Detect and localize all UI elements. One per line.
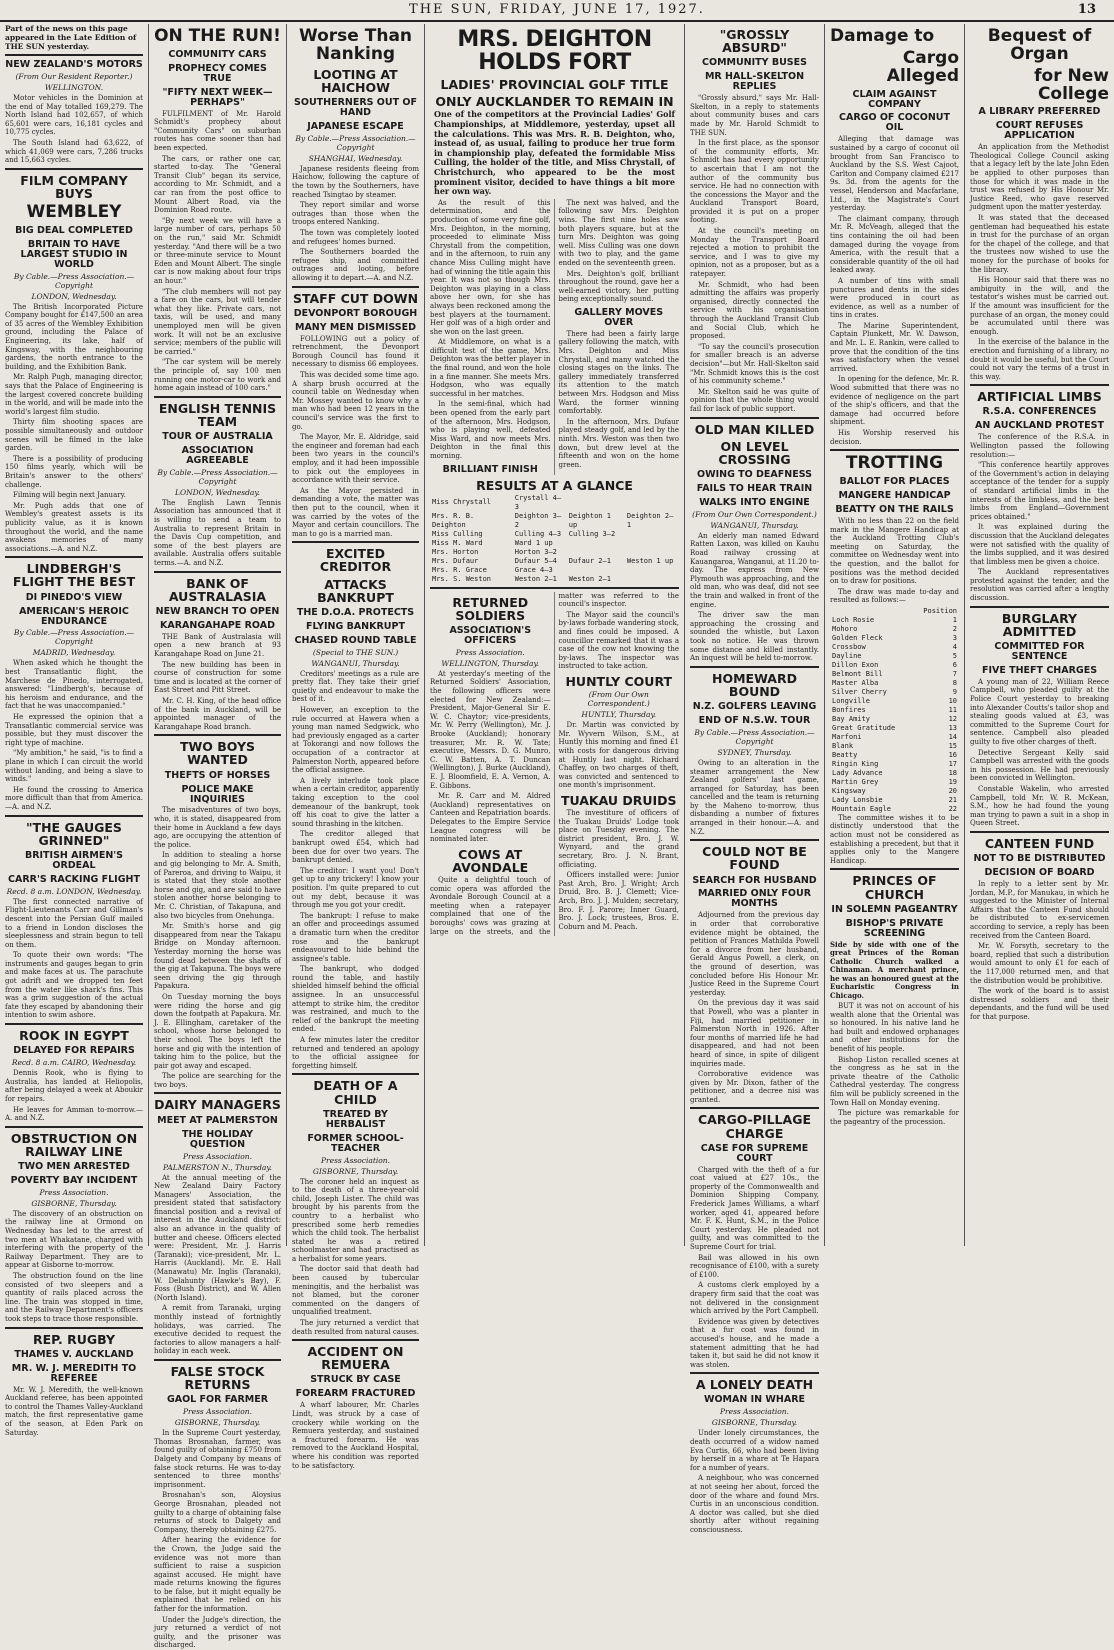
draw-row: Master Alba 8 — [832, 678, 957, 687]
draw-row: Martin Grey 19 — [832, 777, 957, 786]
draw-row: Dillon Exon 6 — [832, 660, 957, 669]
headline-lonely-death: A LONELY DEATH — [695, 1377, 814, 1393]
draw-row: Marfoni 14 — [832, 732, 957, 741]
draw-row: Bonfires 11 — [832, 705, 957, 714]
headline-excited-creditor: EXCITED CREDITOR — [319, 546, 392, 575]
draw-row: Silver Cherry 9 — [832, 687, 957, 696]
draw-row: Mohoro 2 — [832, 624, 957, 633]
headline-cargo-pillage: CARGO-PILLAGE CHARGE — [698, 1112, 811, 1141]
results-row: Mrs. S. Weston Weston 2—1 Weston 2—1 — [432, 574, 611, 583]
newspaper-title: THE SUN, FRIDAY, JUNE 17, 1927. — [409, 2, 705, 17]
draw-row: Golden Fleck 3 — [832, 633, 957, 642]
headline-railway: OBSTRUCTION ON RAILWAY LINE — [10, 1130, 138, 1159]
headline-on-the-run: ON THE RUN! — [154, 26, 281, 46]
column-3: Worse Than Nanking LOOTING AT HAICHOW SOUTHERNERS OUT OF HAND JAPANESE ESCAPE By Cable.—Press Association.—Copyright SHANGHAI, Wednesday. Japanese residents fleeing from Haichow, following the capture of the town by the Southerners, have reached Tsingtao by steamer. They report similar and worse outrages than those when the troops entered Nanking. The town was completely looted and refugees' homes burned. The Southerners boarded the refugee ship, and committed outrages and looting, before allowing it to depart.—A. and N.Z. STAFF CUT DOWN DEVONPORT BOROUGH MANY MEN DISMISSED FOLLOWING out a policy of retrenchment, the Devonport Borough Council has found it necessary to dismiss 66 employees. This was decided some time ago. A sharp brush occurred at the council table on Wednesday when Mr. Mossey wanted to know why a man who had been 12 years in the council's service was the first to go. The Mayor, Mr. E. Aldridge, said the engineer and foreman had each been two years in the council's employ, and it had been impossible to pick out the employees in accordance with their service. As the Mayor persisted in demanding a vote, the matter was then put to the council, when it was carried by the votes of the Mayor and certain councillors. The man to go is a married man. EXCITED CREDITOR ATTACKS BANKRUPT THE D.O.A. PROTECTS FLYING BANKRUPT CHASED ROUND TABLE (Special to THE SUN.) WANGANUI, Thursday. Creditors' meetings as a rule are pretty flat. They take their grief quietly and endeavour to make the best of it. However, an exception to the rule occurred at Hawera when a young man named Sedgwick, who had previously engaged as a carter at Tokorangi and now follows the occupation of a contractor at Palmerston North, appeared before the official assignee. A lively interlude took place when a certain creditor, apparently taking exception to the cool demeanour of the bankrupt, took off his coat to give the latter a sound thrashing in the kitchen. The creditor alleged that bankrupt owed £54, which had been due for over two years. The bankrupt denied. The creditor: I want you! Don't get up to any trickery! I know your position. I'm quite prepared to cut out my debt, because it was through me you got your credit. The bankrupt: I refuse to make an offer and proceedings assumed a dramatic turn when the creditor rose and the bankrupt endeavoured to hide behind the assignee's table. The bankrupt, who dodged round the table, and hastily shielded himself behind the official assignee. In an unsuccessful attempt to strike him, the creditor was restrained, and much to the relief of the bankrupt the meeting ended. A few minutes later the creditor returned and tendered an apology to the official assignee for forgetting himself. DEATH OF A CHILD TREATED BY HERBALIST FORMER SCHOOL-TEACHER Press Association. GISBORNE, Thursday. The coroner held an inquest as to the death of a three-year-old child, Joseph Lister. The child was brought by his parents from the country to a herbalist who prescribed some herb remedies which the child took. The herbalist stated he was a retired schoolmaster and had practised as a herbalist for some years. The doctor said that death had been caused by tubercular meningitis, and the herbalist was not blamed, but the coroner commented on the dangers of unqualified treatment. The jury returned a verdict that death resulted from natural causes. ACCIDENT ON REMUERA STRUCK BY CASE FOREARM FRACTURED A wharf labourer, Mr. Charles Lindt, was struck by a case of crockery while working on the Remuera yesterday, and sustained a fractured forearm. He was removed to the Auckland Hospital, where his condition was reported to be satisfactory. — [286, 24, 424, 1246]
column-6: Damage to Cargo Alleged CLAIM AGAINST COMPANY CARGO OF COCONUT OIL Alleging that damage was sustained by a cargo of coconut oil brought from San Francisco to Auckland by the S.S. West Cajoot, Carlton and Company claimed £217 9s. 3d. from the agents for the vessel, Henderson and Macfarlane, Ltd., in the Magistrate's Court yesterday. The claimant company, through Mr. R. McVeagh, alleged that the tins containing the oil had been damaged during the voyage from America, with the result that a considerable quantity of the oil had leaked away. A number of tins with small punctures and dents in the sides were produced in court as evidence, as well as a number of tins in crates. The Marine Superintendent, Captain Plunkett, Mr. W. Dawson, and Mr. L. E. Rankin, were called to prove that the condition of the tins was satisfactory when the vessel arrived. In opening for the defence, Mr. R. Wood submitted that there was no evidence of negligence on the part of the ship's officers, and that the damage had occurred before shipment. His Worship reserved his decision. TROTTING BALLOT FOR PLACES MANGERE HANDICAP BEATTY ON THE RAILS With no less than 22 on the field mark in the Mangere Handicap at the Auckland Trotting Club's meeting on Saturday, the committee on Wednesday went into the question, and the ballot for positions was the method decided on to draw for positions. The draw was made to-day and resulted as follows:— Position Loch Rosie 1 Mohoro 2 Golden Fleck 3 Crossbow 4 Dayline 5 Dillon Exon 6 Belmont Bill 7 Master Alba 8 Silver Cherry 9 Longville 10 Bonfires 11 Bay Amity 12 Great Gratitude 13 Marfoni 14 Blank 15 Beatty 16 Ringin King 17 Lady Advance 18 Martin Grey 19 Kingsway 20 Lady Lonsbie 21 Mountain Eagle 22 The committee wishes it to be distinctly understood that the action must not be considered as establishing a precedent, but that it applies only to the Mangere Handicap. PRINCES OF CHURCH IN SOLEMN PAGEANTRY BISHOP'S PRIVATE SCREENING Side by side with one of the great Princes of the Roman Catholic Church walked a Chinaman. A merchant prince, he was an honoured guest at the Eucharistic Congress in Chicago. BUT it was not on account of his wealth alone that the Oriental was so honoured. In his native land he had built and endowed orphanages and other institutions for the benefit of his people. Bishop Liston recalled scenes at the congress as he sat in the private theatre of the Catholic Cathedral yesterday. The congress film will be publicly screened in the Town Hall on Monday evening. The picture was remarkable for the pageantry of the procession. — [824, 24, 964, 1246]
results-row: Mrs. R. Grace Grace 4—3 — [432, 565, 553, 574]
headline-worse-than-nanking: Worse Than Nanking — [298, 26, 413, 64]
headline-rook: ROOK IN EGYPT — [19, 1028, 129, 1044]
headline-homeward-bound: HOMEWARD BOUND — [712, 670, 797, 699]
column-7: Bequest of Organ for New College A LIBRARY PREFERRED COURT REFUSES APPLICATION An application from the Methodist Theological College Council asking that a legacy left by the late John Eden be applied to other purposes than those for which it was made in the trust was refused by His Honour Mr. Justice Reed, who gave reserved judgment upon the matter yesterday. It was stated that the deceased gentleman had bequeathed his estate in trust for the purchase of an organ for the chapel of the college, and that the trustees now wished to use the money for the purchase of books for the library. His Honour said that there was no ambiguity in the will, and the testator's wishes must be carried out. If the amount was insufficient for the purchase of an organ, the money could be accumulated until there was enough. In the exercise of the balance in the erection and furnishing of a library, no doubt it would be useful, but the Court could not vary the terms of a trust in this way. ARTIFICIAL LIMBS R.S.A. CONFERENCES AN AUCKLAND PROTEST The conference of the R.S.A. in Wellington passed the following resolution:— "This conference heartily approves of the Government's action in delaying acceptance of the tender for a supply of standard artificial limbs in the interests of the limbless, and the best limbs from England—Government prices obtained." It was explained during the discussion that the Auckland delegates were not satisfied with the quality of the limbs supplied, and it was desired that limbless men be given a choice. The Auckland representatives protested against the tender, and the resolution was carried after a lengthy discussion. BURGLARY ADMITTED COMMITTED FOR SENTENCE FIVE THEFT CHARGES A young man of 22, William Reece Campbell, who pleaded guilty at the Police Court yesterday to breaking into Alexander Coutts's tailor shop and stealing goods valued at £3, was committed to the Supreme Court for sentence. Campbell also pleaded guilty to five other charges of theft. Detective Sergeant Kelly said Campbell was arrested with the goods in his possession. He had previously been convicted in Wellington. Constable Wakelin, who arrested Campbell, told Mr. W. R. McKean, S.M., how he had found the young man trying to pawn a suit in a shop in Queen Street. CANTEEN FUND NOT TO BE DISTRIBUTED DECISION OF BOARD In reply to a letter sent by Mr. Jordan, M.P., for Manukau, in which he suggested to the Minister of Internal Affairs that the Canteen Fund should be distributed to ex-servicemen according to service, a reply has been received from the Canteen Board. Mr. W. Forsyth, secretary to the board, replied that such a distribution would amount to only £1 for each of the 117,000 returned men, and that the distribution would be prohibitive. The work of the board is to assist distressed soldiers and their dependants, and the fund will be used for that purpose. — [964, 24, 1114, 1246]
draw-table: Position Loch Rosie 1 Mohoro 2 Golden Fleck 3 Crossbow 4 Dayline 5 Dillon Exon 6 Belmont Bill 7 Master Alba 8 Silver Cherry 9 Longville 10 Bonfires 11 Bay Amity 12 Great Gratitude 13 Marfoni 14 Blank 15 Beatty 16 Ringin King 17 Lady Advance 18 Martin Grey 19 Kingsway 20 Lady Lonsbie 21 Mountain Eagle 22 — [832, 606, 957, 813]
headline-bequest-of-organ: Bequest of Organ — [987, 26, 1092, 64]
results-row: Mrs. R. B. Deighton Deighton 3—2 Deighton 1 up Deighton 2—1 — [432, 511, 674, 529]
headline-could-not-be-found: COULD NOT BE FOUND — [702, 844, 807, 873]
late-edition-notice: Part of the news on this page appeared in the Late Edition of THE SUN yesterday. — [5, 24, 137, 51]
headline-returned-soldiers: RETURNED SOLDIERS — [452, 594, 529, 623]
results-table — [430, 494, 679, 584]
draw-row: Loch Rosie 1 — [832, 615, 957, 624]
draw-row: Dayline 5 — [832, 651, 957, 660]
column-5: "GROSSLY ABSURD" COMMUNITY BUSES MR HALL-SKELTON REPLIES "Grossly absurd," says Mr. Hall-Skelton, in a reply to statements about community buses and cars made by Mr. Harold Schmidt to THE SUN. In the first place, as the sponsor of the community efforts, Mr. Schmidt has had every opportunity to ascertain that I am not the author of the community bus service. He had no connection with the concessions the Mayor and the Auckland Transport Board, provided it is put on a proper footing. At the council's meeting on Monday the Transport Board rejected a motion to prohibit the service, and I was to give my opinion, not as a proposer, but as a ratepayer. Mr. Schmidt, who had been admitting the affairs was properly organised, directly connected the service with his organisation through the Auckland Transit Club and Social Club, which he proposed. "To say the council's prosecution for smaller breach is an adverse decision"—but Mr. Hall-Skelton said "Mr. Schmidt knows this is the cost of his community scheme." Mr. Skelton said he was quite of opinion that the whole thing would fail for lack of public support. OLD MAN KILLED ON LEVEL CROSSING OWING TO DEAFNESS FAILS TO HEAR TRAIN WALKS INTO ENGINE (From Our Own Correspondent.) WANGANUI, Thursday. An elderly man named Edward Ratten Laxon, was killed on Kauhu Road railway crossing at Kauangaroa, Wanganui, at 11.20 to-day. The express from New Plymouth was approaching, and the old man, who was deaf, did not see the train and walked in front of the engine. The driver saw the man approaching the crossing and sounded the whistle, but Laxon took no notice. He was thrown some distance and killed instantly. An inquest will be held to-morrow. HOMEWARD BOUND N.Z. GOLFERS LEAVING END OF N.S.W. TOUR By Cable.—Press Association.—Copyright SYDNEY, Thursday. Owing to an alteration in the steamer arrangement the New Zealand golfers' last game, arranged for Saturday, has been cancelled and the team is returning by the Maheno to-morrow, thus disbanding a number of fixtures arranged in their honour.—A. and N.Z. COULD NOT BE FOUND SEARCH FOR HUSBAND MARRIED ONLY FOUR MONTHS Adjourned from the previous day in order that corroborative evidence might be obtained, the petition of Frances Mathilda Powell for a divorce from her husband, Gerald Angus Powell, a clerk, on the ground of desertion, was concluded before His Honour Mr. Justice Reed in the Supreme Court yesterday. On the previous day it was said that Powell, who was a planter in Fiji, had married petitioner in Palmerston North in 1926. After four months of married life he had disappeared, and had not been heard of since, in spite of diligent inquiries made. Corroborative evidence was given by Mr. Dixon, father of the petitioner, and a decree nisi was granted. CARGO-PILLAGE CHARGE CASE FOR SUPREME COURT Charged with the theft of a fur coat valued at £27 10s., the property of the Commonwealth and Dominion Shipping Company, Frederick James Williams, a wharf worker, aged 41, appeared before Mr. F. K. Hunt, S.M., in the Police Court yesterday. He pleaded not guilty, and was committed to the Supreme Court for trial. Bail was allowed in his own recognisance of £100, with a surety of £100. A customs clerk employed by a drapery firm said that the coat was not delivered in the consignment which arrived by the Port Campbell. Evidence was given by detectives that a fur coat was found in accused's house, and he made a statement admitting that he had taken it, but said he did not know it was stolen. A LONELY DEATH WOMAN IN WHARE Press Association. GISBORNE, Thursday. Under lonely circumstances, the death occurred of a widow named Eva Curtis, 66, who had been living by herself in a whare at Te Hapara for a number of years. A neighbour, who was concerned at not seeing her about, forced the door of the whare and found Mrs. Curtis in an unconscious condition. A doctor was called, but she died shortly after without regaining consciousness. — [684, 24, 824, 1246]
headline-gauges: "THE GAUGES GRINNED" — [26, 819, 122, 848]
headline-lindbergh: LINDBERGH'S FLIGHT THE BEST — [12, 561, 136, 590]
headline-staff-cut: STAFF CUT DOWN — [292, 290, 419, 306]
draw-row: Great Gratitude 13 — [832, 723, 957, 732]
headline-deighton: MRS. DEIGHTON HOLDS FORT — [457, 27, 652, 76]
draw-row: Bay Amity 12 — [832, 714, 957, 723]
draw-row: Blank 15 — [832, 741, 957, 750]
headline-princes-of-church: PRINCES OF CHURCH — [852, 873, 937, 902]
draw-row: Longville 10 — [832, 696, 957, 705]
headline-damage-to: Damage to — [830, 26, 935, 46]
column-2: ON THE RUN! COMMUNITY CARS PROPHECY COMES TRUE "FIFTY NEXT WEEK—PERHAPS" FULFILMENT of Mr. Harold Schmidt's prophecy about "Community Cars" on suburban routes has come sooner than had been expected. The cars, or rather one car, started to-day. The "General Transit Club" began its service, according to Mr. Schmidt, and a car ran from the post office to Mount Albert Road, via the Dominion Road route. "By next week we will have a large number of cars, perhaps 50 on the run," said Mr. Schmidt yesterday. "And there will be a two or three-minute service to Mount Eden and Mount Albert. The single car is now making about four trips an hour." "The club members will not pay a fare on the cars, but will tender what they like. Private cars, not taxis, will be used, and many unemployed men will be given work. It will not be an exclusive service; members of the public will be carried." "The car system will be merely the principle of, say 100 men running one motor-car to work and home again instead of 100 cars." ENGLISH TENNIS TEAM TOUR OF AUSTRALIA ASSOCIATION AGREEABLE By Cable.—Press Association.—Copyright LONDON, Wednesday. The English Lawn Tennis Association has announced that it is willing to send a team to Australia to represent Britain in the Davis Cup competition, and some of the best players are available. Australia offers suitable terms.—A. and N.Z. BANK OF AUSTRALASIA NEW BRANCH TO OPEN KARANGAHAPE ROAD THE Bank of Australasia will open a new branch at 93 Karangahape Road on June 21. The new building has been in course of construction for some time and is located at the corner of East Street and Pitt Street. Mr. C. H. King, of the head office of the bank in Auckland, will be appointed manager of the Karangahape Road branch. TWO BOYS WANTED THEFTS OF HORSES POLICE MAKE INQUIRIES The misadventures of two boys, who, it is stated, disappeared from their home in Auckland a few days ago, are occupying the attention of the police. In addition to stealing a horse and gig belonging to Mr. A. Smith, of Pareroa, and driving to Waipu, it is stated that they stole another horse and gig, and are said to have stolen another horse belonging to Mr. C. Christian, of Takapuna, and also two bicycles from Onehunga. Mr. Smith's horse and gig disappeared from near the Takapu Bridge on Monday afternoon. Yesterday morning the horse was found dead between the shafts of the gig at Takapuna. The boys were seen driving the gig through Papakura. On Tuesday morning the boys were riding the horse and gig down the footpath at Papakura. Mr. J. E. Ellingham, caretaker of the school, whose horse belonged to their school. The boys left the horse and gig with the intention of taking him to the police, but the pair got away and escaped. The police are searching for the two boys. DAIRY MANAGERS MEET AT PALMERSTON THE HOLIDAY QUESTION Press Association. PALMERSTON N., Thursday. At the annual meeting of the New Zealand Dairy Factory Managers' Association, the president stated that satisfactory financial position and a revival of interest in the Auckland district: also an advance in the quality of butter and cheese. Officers elected were: President, Mr. J. Harris (Taranaki); vice-president, Mr. L. Harris (Auckland). Mr. E. Hall (Manawatu) Mr. Inglis (Taranaki), W. Delahunty (Hawke's Bay), F. Foss (Bush District), and W. Allen (North Island). A remit from Taranaki, urging monthly instead of fortnightly holidays, was carried. The executive decided to request the factories to allow managers a half-holiday in each week. FALSE STOCK RETURNS GAOL FOR FARMER Press Association. GISBORNE, Thursday. In the Supreme Court yesterday, Thomas Brosnahan, farmer, was found guilty of obtaining £750 from Dalgety and Company by means of false stock returns. He was to-day sentenced to three months' imprisonment. Brosnahan's son, Aloysius George Brosnahan, pleaded not guilty to a charge of obtaining false returns of stock to Dalgety and Company, thereby obtaining £275. After hearing the evidence for the Crown, the Judge said the evidence was not more than sufficient to raise a suspicion against accused. He might have made returns knowing the figures to be false, but it might equally be explained that he relied on his father for the information. Under the Judge's direction, the jury returned a verdict of not guilty, and the prisoner was discharged. — [148, 24, 286, 1246]
headline-druids: TUAKAU DRUIDS — [560, 792, 677, 808]
headline-two-boys: TWO BOYS WANTED — [179, 739, 256, 768]
draw-row: Lady Lonsbie 21 — [832, 795, 957, 804]
headline-remuera: ACCIDENT ON REMUERA — [307, 1344, 404, 1373]
results-row: Mrs. Dufaur Dufaur 5—4 Dufaur 2—1 Weston 1 up — [432, 556, 674, 565]
headline-canteen-fund: CANTEEN FUND — [984, 835, 1095, 851]
page-number: 13 — [1077, 2, 1096, 17]
column-4: MRS. DEIGHTON HOLDS FORT LADIES' PROVINCIAL GOLF TITLE ONLY AUCKLANDER TO REMAIN IN One of the competitors at the Provincial Ladies' Golf Championships, at Middlemore, yesterday, upset all the calculations. This was Mrs. R. B. Deighton, who, instead of, as usual, failing to produce her true form in championship play, defeated the formidable Miss Culling, the holder of the title, and Miss Chrystall, of Christchurch, who appeared to be the most prominent visitor, decided to have things a bit more her own way. As the result of this determination, and the production of some very fine golf, Mrs. Deighton, in the morning, proceeded to eliminate Miss Chrystall from the competition, and in the afternoon, to ruin any chance Miss Culling might have had of winning the title again this year. It was not so though Mrs. Deighton was playing in a class above her own, for she has always been reckoned among the best players at the tournament. Her golf was of a high order and she won on the last green. At Middlemore, on what is a difficult test of the game, Mrs. Deighton was the better player in the final round, and won the hole in a fine manner. She meets Mrs. Hodgson, who was equally successful in her matches. In the semi-final, which had been opened from the early part of the afternoon, Mrs. Hodgson, who is playing well, defeated Miss Ward, and now meets Mrs. Deighton in the final this morning. BRILLIANT FINISH The next was halved, and the following saw Mrs. Deighton wins. The first nine holes saw both players square, but at the turn Mrs. Deighton was going well. Miss Culling was one down with two to play, and the game ended on the seventeenth green. Mrs. Deighton's golf, brilliant throughout the round, gave her a well-earned victory, her putting being exceptionally sound. GALLERY MOVES OVER There had been a fairly large gallery following the match, with Mrs. Deighton and Miss Chrystall, and many watched the closing stages on the links. The gallery immediately transferred its attention to the match between Mrs. Hodgson and Miss Ward, the former winning comfortably. In the afternoon, Mrs. Dufaur played steady golf, and led by the ninth. Mrs. Weston was then two down, but drew level at the fifteenth and won on the home green. RESULTS AT A GLANCE Miss Chrystall Crystall 4—3 Mrs. R. B. Deighton Deighton 3—2 Deighton 1 up Deighton 2—1 Miss Culling Culling 4—3 Culling 3—2 Miss M. Ward Ward 1 up Mrs. Horton Horton 3—2 Mrs. Dufaur Dufaur 5—4 Dufaur 2—1 Weston 1 up Mrs. R. Grace Grace 4—3 Mrs. S. Weston Weston 2—1 Weston 2—1 RETURNED SOLDIERS ASSOCIATION'S OFFICERS Press Association. WELLINGTON, Thursday. At yesterday's meeting of the Returned Soldiers' Association, the following officers were elected for New Zealand:—President, Major-General Sir E. W. C. Chaytor; vice-presidents, Mr. W. Perry (Wellington), Mr. J. Brooke (Auckland); honorary treasurer, Mr. R. W. Tate; executive, Messrs. D. G. Munro, C. W. Batten, A. T. Duncan (Wellington), J. Burke (Auckland), E. J. Bloomfield, E. A. Vernon, A. E. Gibbons. Mr. R. Carr and M. Aldred (Auckland) representatives on Canteen and Repatriation boards. Delegates to the Empire Service League congress will be nominated later. COWS AT AVONDALE Quite a delightful touch of comic opera was afforded the Avondale Borough Council at a meeting when a ratepayer complained that one of the boroughs' cows was grazing at large on the streets, and the matter was referred to the council's inspector. The Mayor said the council's by-laws forbade wandering stock, and fines could be imposed. A councillor remarked that it was a case of the cow not knowing the by-laws. The inspector was instructed to take action. HUNTLY COURT (From Our Own Correspondent.) HUNTLY, Thursday. Dr. Martin was convicted by Mr. Wyvern Wilson, S.M., at Huntly this morning and fined £1 with costs for dangerous driving at Huntly last night. Richard Chaffey, on two charges of theft, was convicted and sentenced to one month's imprisonment. TUAKAU DRUIDS The investiture of officers of the Tuakau Druids' Lodge took place on Tuesday evening. The district president, Bro. J. W. Wynyard, and the grand secretary, Bro. J. N. Brant, officiating. Officers installed were: Junior Past Arch, Bro. J. Wright; Arch Druid, Bro. B. J. Clemett; Vice-Arch, Bro. J. J. Mulden; secretary, Bro. F. J. Parore; Inner Guard, Bro. J. Lock; trustees, Bros. E. Coburn and M. Peach. — [424, 24, 684, 1246]
draw-row: Lady Advance 18 — [832, 768, 957, 777]
results-row: Mrs. Horton Horton 3—2 — [432, 547, 557, 556]
headline-rugby: REP. RUGBY — [32, 1331, 116, 1347]
masthead — [0, 0, 1114, 22]
headline-dairy: DAIRY MANAGERS — [154, 1097, 281, 1113]
headline-tennis: ENGLISH TENNIS TEAM — [158, 400, 277, 429]
headline-huntly: HUNTLY COURT — [565, 674, 673, 690]
draw-row: Crossbow 4 — [832, 642, 957, 651]
headline-trotting: TROTTING — [845, 453, 944, 474]
headline-old-man-killed: OLD MAN KILLED — [694, 421, 815, 437]
draw-row: Kingsway 20 — [832, 786, 957, 795]
results-row: Miss M. Ward Ward 1 up — [432, 538, 553, 547]
draw-row: Ringin King 17 — [832, 759, 957, 768]
draw-row: Beatty 16 — [832, 750, 957, 759]
draw-row: Mountain Eagle 22 — [832, 804, 957, 813]
headline-cows: COWS AT AVONDALE — [452, 846, 529, 875]
headline-nz-motors: NEW ZEALAND'S MOTORS — [5, 59, 143, 70]
headline-grossly-absurd: "GROSSLY ABSURD" — [719, 27, 790, 56]
column-1: Part of the news on this page appeared in the Late Edition of THE SUN yesterday. NEW ZEALAND'S MOTORS (From Our Resident Reporter.) WELLINGTON. Motor vehicles in the Dominion at the end of May totalled 169,279. The North Island had 102,657, of which 65,601 were cars, 16,181 cycles and 10,775 cycles. The South Island had 63,622, of which 41,069 were cars, 7,286 trucks and 15,663 cycles. FILM COMPANY BUYS WEMBLEY BIG DEAL COMPLETED BRITAIN TO HAVE LARGEST STUDIO IN WORLD By Cable.—Press Association.—Copyright LONDON, Wednesday. The British Incorporated Picture Company bought for £147,500 an area of 35 acres of the Wembley Exhibition ground, including the Palace of Engineering, its lake, half of Kingsway, with the neighbouring gardens, the north entrance to the building, and the Exhibition Bank. Mr. Ralph Pugh, managing director, says that the Palace of Engineering is the largest covered concrete building in the world, and will be made into the world's largest film studio. Thirty film shooting spaces are possible simultaneously and outdoor scenes will be filmed in the lake garden. There is a possibility of producing 150 films yearly, which will be Britain's answer to the others' challenge. Filming will begin next January. Mr. Pugh adds that one of Wembley's greatest assets is its publicity value, as it is known throughout the world, and the name awakens memories of many associations.—A. and N.Z. LINDBERGH'S FLIGHT THE BEST DI PINEDO'S VIEW AMERICAN'S HEROIC ENDURANCE By Cable.—Press Association.—Copyright MADRID, Wednesday. When asked which he thought the best Transatlantic flight, the Marchese de Pinedo, interrogated, answered: "Lindbergh's, because of his heroism and endurance, and the fact that he was unaccompanied." He expressed the opinion that a Transatlantic commercial service was possible, but they must discover the right type of machine. "My ambition," he said, "is to find a plane in which I can circuit the world without landing, and being a slave to winds." He found the crossing to America more difficult than that from America.—A. and N.Z. "THE GAUGES GRINNED" BRITISH AIRMEN'S ORDEAL CARR'S RACKING FLIGHT Recd. 8 a.m. LONDON, Wednesday. The first connected narrative of Flight-Lieutenants Carr and Gillman's descent into the Persian Gulf mailed to a friend in London discloses the sleeplessness and strain begun to tell on them. To quote their own words: "The instruments and gauges began to grin and make faces at us. The parachute got adrift and we dropped ten feet from the water like shark's fins. This was a grim suggestion of the actual fate they escaped by abandoning their intention to swim ashore. ROOK IN EGYPT DELAYED FOR REPAIRS Recd. 8 a.m. CAIRO, Wednesday. Dennis Rook, who is flying to Australia, has landed at Heliopolis, after being delayed a week at Aboukir for repairs. He leaves for Amman to-morrow.—A. and N.Z. OBSTRUCTION ON RAILWAY LINE TWO MEN ARRESTED POVERTY BAY INCIDENT Press Association. GISBORNE, Thursday. The discovery of an obstruction on the railway line at Ormond on Wednesday has led to the arrest of two men at Whakatane, charged with interfering with the property of the Railway Department. They are to appear at Gisborne to-morrow. The obstruction found on the line consisted of two sleepers and a quantity of rails placed across the line. The train was stopped in time, and the Railway Department's officers took steps to trace those responsible. REP. RUGBY THAMES V. AUCKLAND MR. W. J. MEREDITH TO REFEREE Mr. W. J. Meredith, the well-known Auckland referee, has been appointed to control the Thames Valley-Auckland match, the first representative game of the season, at Eden Park on Saturday. — [5, 24, 143, 1437]
headline-burglary-admitted: BURGLARY ADMITTED — [1001, 610, 1078, 639]
results-row: Miss Chrystall Crystall 4—3 — [432, 493, 562, 511]
headline-false-stock: FALSE STOCK RETURNS — [170, 1363, 265, 1393]
results-row: Miss Culling Culling 4—3 Culling 3—2 — [432, 529, 616, 538]
headline-death-of-child: DEATH OF A CHILD — [313, 1078, 398, 1107]
headline-artificial-limbs: ARTIFICIAL LIMBS — [977, 389, 1102, 405]
results-heading: RESULTS AT A GLANCE — [476, 477, 633, 493]
headline-film-company: FILM COMPANY BUYS — [20, 172, 128, 201]
draw-row: Belmont Bill 7 — [832, 669, 957, 678]
headline-bank: BANK OF AUSTRALASIA — [168, 575, 267, 604]
